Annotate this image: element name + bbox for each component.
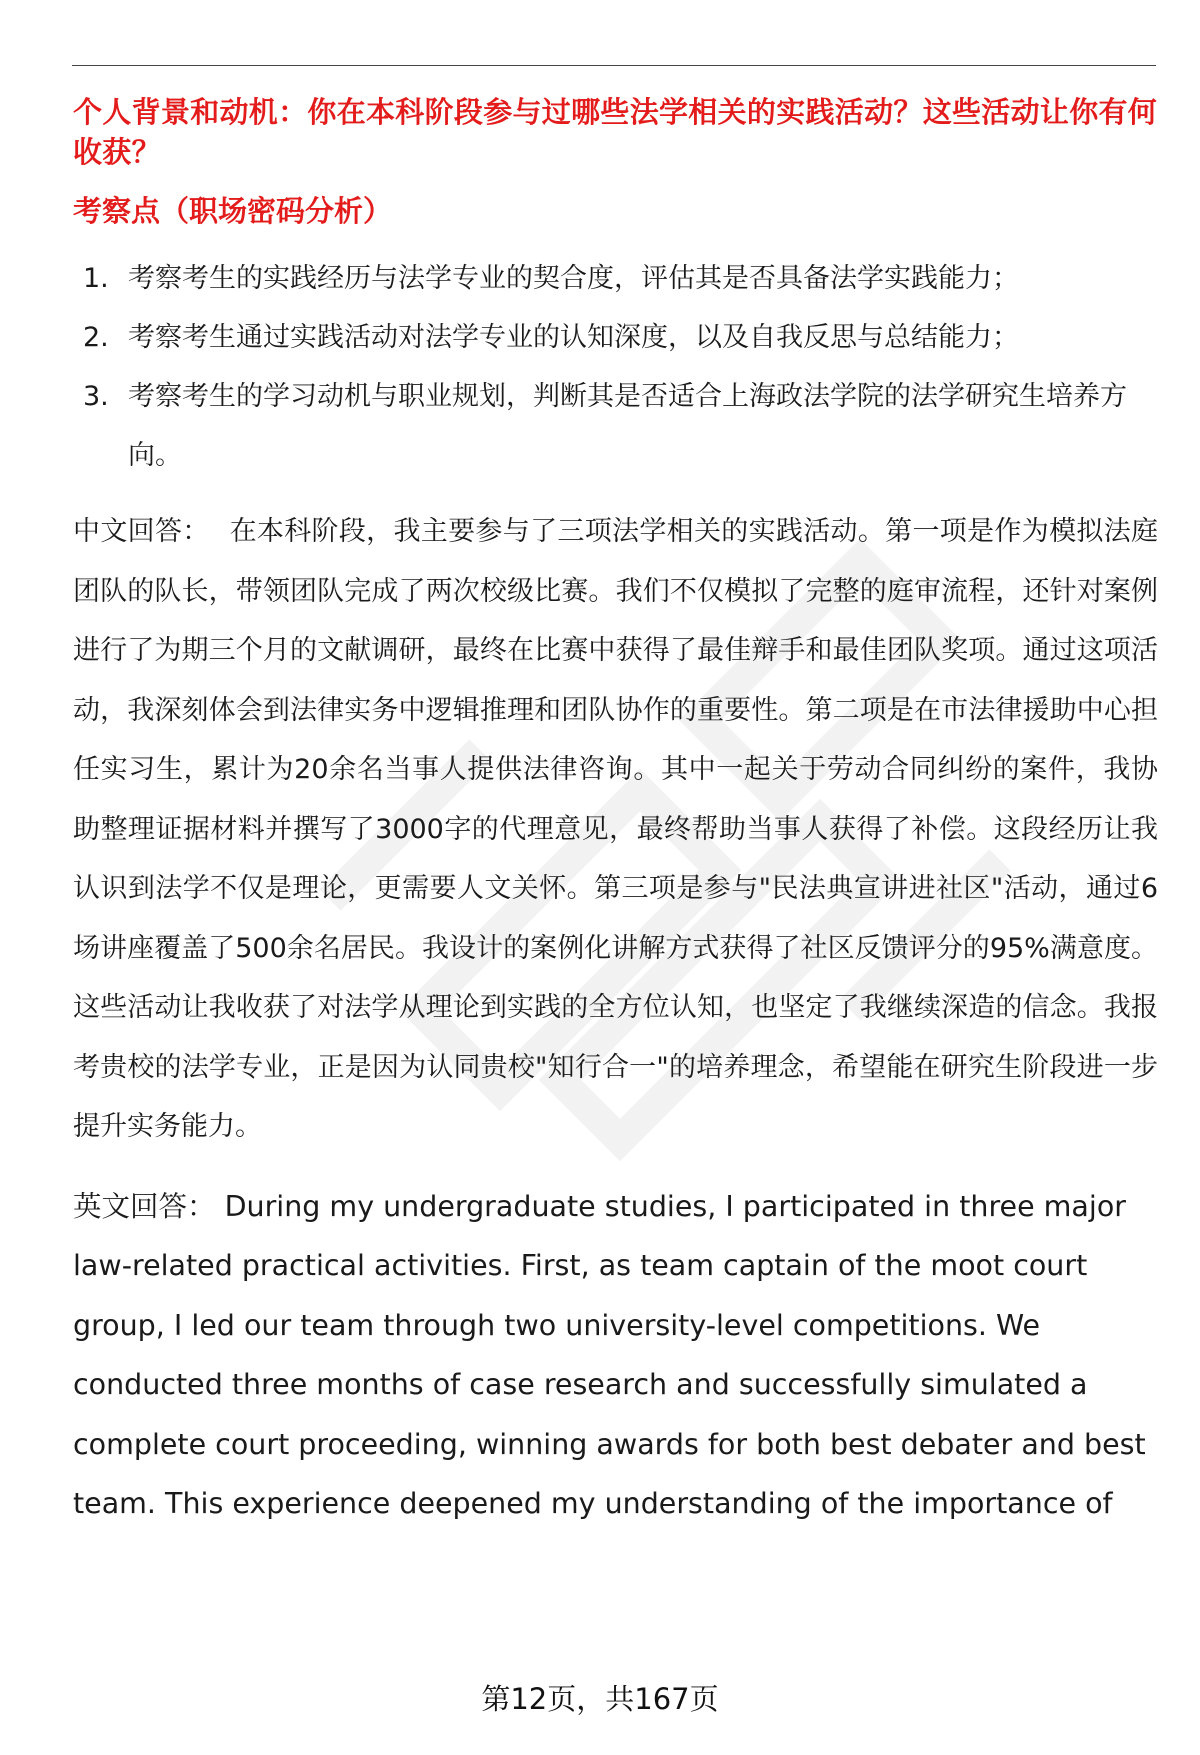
list-item-text: 考察考生的实践经历与法学专业的契合度，评估其是否具备法学实践能力； (128, 263, 1019, 294)
exam-points-heading: 考察点（职场密码分析） (73, 194, 393, 228)
list-item-number: 3. (83, 381, 109, 412)
exam-points-list (73, 249, 1158, 485)
english-answer (73, 1177, 1158, 1534)
list-item-number: 1. (83, 263, 109, 294)
list-item-number: 2. (83, 322, 109, 353)
page-number: 第12页，共167页 (481, 1682, 719, 1716)
list-item-text: 考察考生的学习动机与职业规划，判断其是否适合上海政法学院的法学研究生培养方向。 (128, 381, 1127, 471)
chinese-answer (73, 502, 1158, 1157)
top-divider (72, 65, 1156, 66)
list-item (73, 367, 1158, 485)
question-heading: 个人背景和动机：你在本科阶段参与过哪些法学相关的实践活动？这些活动让你有何收获？ (73, 95, 1158, 169)
chinese-answer-label: 中文回答： (73, 516, 210, 547)
english-answer-text: During my undergraduate studies, I participated in three major law-related practical activities. First, as team captain of the moot court group, I led our team through two university-level competitions. We conducted three months of case research and successfully simulated a complete court proceeding, winning awards for both best debater and best team. This experience deepened my understanding of the importance of (73, 1189, 1146, 1520)
list-item (73, 249, 1158, 308)
chinese-answer-text: 在本科阶段，我主要参与了三项法学相关的实践活动。第一项是作为模拟法庭团队的队长，带领团队完成了两次校级比赛。我们不仅模拟了完整的庭审流程，还针对案例进行了为期三个月的文献调研，最终在比赛中获得了最佳辩手和最佳团队奖项。通过这项活动，我深刻体会到法律实务中逻辑推理和团队协作的重要性。第二项是在市法律援助中心担任实习生，累计为20余名当事人提供法律咨询。其中一起关于劳动合同纠纷的案件，我协助整理证据材料并撰写了3000字的代理意见，最终帮助当事人获得了补偿。这段经历让我认识到法学不仅是理论，更需要人文关怀。第三项是参与"民法典宣讲进社区"活动，通过6场讲座覆盖了500余名居民。我设计的案例化讲解方式获得了社区反馈评分的95%满意度。这些活动让我收获了对法学从理论到实践的全方位认知，也坚定了我继续深造的信念。我报考贵校的法学专业，正是因为认同贵校"知行合一"的培养理念，希望能在研究生阶段进一步提升实务能力。 (73, 516, 1159, 1142)
document-content (73, 92, 1158, 1534)
list-item-text: 考察考生通过实践活动对法学专业的认知深度，以及自我反思与总结能力； (128, 322, 1019, 353)
list-item (73, 308, 1158, 367)
english-answer-label: 英文回答： (73, 1189, 216, 1223)
